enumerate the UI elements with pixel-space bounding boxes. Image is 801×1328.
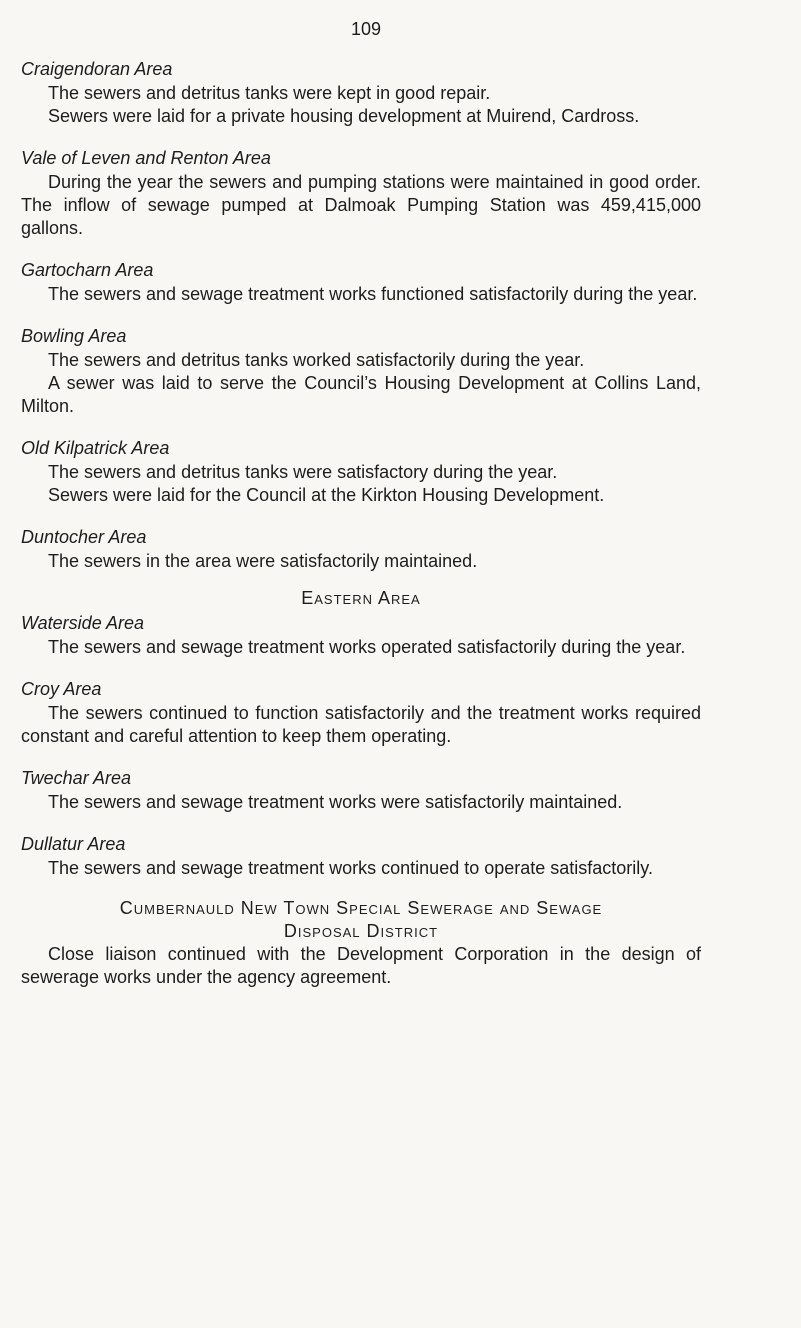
section-heading: Gartocharn Area (21, 260, 154, 280)
section-paragraph: The sewers and detritus tanks were satisfactory during the year. (48, 462, 558, 482)
section-paragraph: The sewers in the area were satisfactorily maintained. (48, 551, 478, 571)
section-paragraph: The sewers and detritus tanks worked satisfactorily during the year. (48, 350, 585, 370)
section-paragraph: The sewers and sewage treatment works were satisfactorily maintained. (48, 792, 623, 812)
eastern-area-section (21, 676, 701, 748)
western-area-section (21, 323, 701, 418)
eastern-area-section (21, 765, 701, 814)
eastern-area-block (21, 587, 701, 610)
section-paragraph: The sewers continued to function satisfactorily and the treatment works required constant and careful attention to keep them operating. (21, 703, 701, 746)
section-paragraph: A sewer was laid to serve the Council’s Housing Development at Collins Land, Milton. (21, 373, 701, 416)
western-area-section (21, 145, 701, 240)
page-number: 109 (350, 19, 382, 39)
western-area-section (21, 257, 701, 306)
section-heading: Duntocher Area (21, 527, 147, 547)
section-heading: Croy Area (21, 679, 102, 699)
section-paragraph: The sewers and detritus tanks were kept in good repair. (48, 83, 491, 103)
cumbernauld-heading-line-1: Cumbernauld New Town Special Sewerage and Sewage (119, 898, 603, 918)
section-heading: Waterside Area (21, 613, 145, 633)
eastern-area-heading: Eastern Area (301, 588, 421, 608)
section-paragraph: Sewers were laid for a private housing development at Muirend, Cardross. (48, 106, 640, 126)
section-heading: Old Kilpatrick Area (21, 438, 170, 458)
section-heading: Dullatur Area (21, 834, 126, 854)
section-paragraph: During the year the sewers and pumping stations were maintained in good order. The inflow of sewage pumped at Dalmoak Pumping Station was 459,415,000 gallons. (21, 172, 701, 238)
document-content (21, 56, 701, 1006)
section-paragraph: Sewers were laid for the Council at the Kirkton Housing Development. (48, 485, 605, 505)
section-paragraph: The sewers and sewage treatment works continued to operate satisfactorily. (48, 858, 653, 878)
section-heading: Bowling Area (21, 326, 127, 346)
western-area-section (21, 56, 701, 128)
section-heading: Vale of Leven and Renton Area (21, 148, 271, 168)
western-area-section (21, 435, 701, 507)
eastern-area-section (21, 610, 701, 659)
section-paragraph: The sewers and sewage treatment works operated satisfactorily during the year. (48, 637, 686, 657)
section-heading: Craigendoran Area (21, 59, 173, 79)
section-paragraph: The sewers and sewage treatment works functioned satisfactorily during the year. (48, 284, 698, 304)
cumbernauld-heading-line-2: Disposal District (283, 921, 439, 941)
western-area-sections (21, 56, 701, 573)
eastern-area-sections (21, 610, 701, 880)
eastern-area-section (21, 831, 701, 880)
section-heading: Twechar Area (21, 768, 132, 788)
cumbernauld-section (21, 897, 701, 989)
cumbernauld-paragraph: Close liaison continued with the Development Corporation in the design of sewerage works under the agency agreement. (21, 944, 701, 987)
western-area-section (21, 524, 701, 573)
